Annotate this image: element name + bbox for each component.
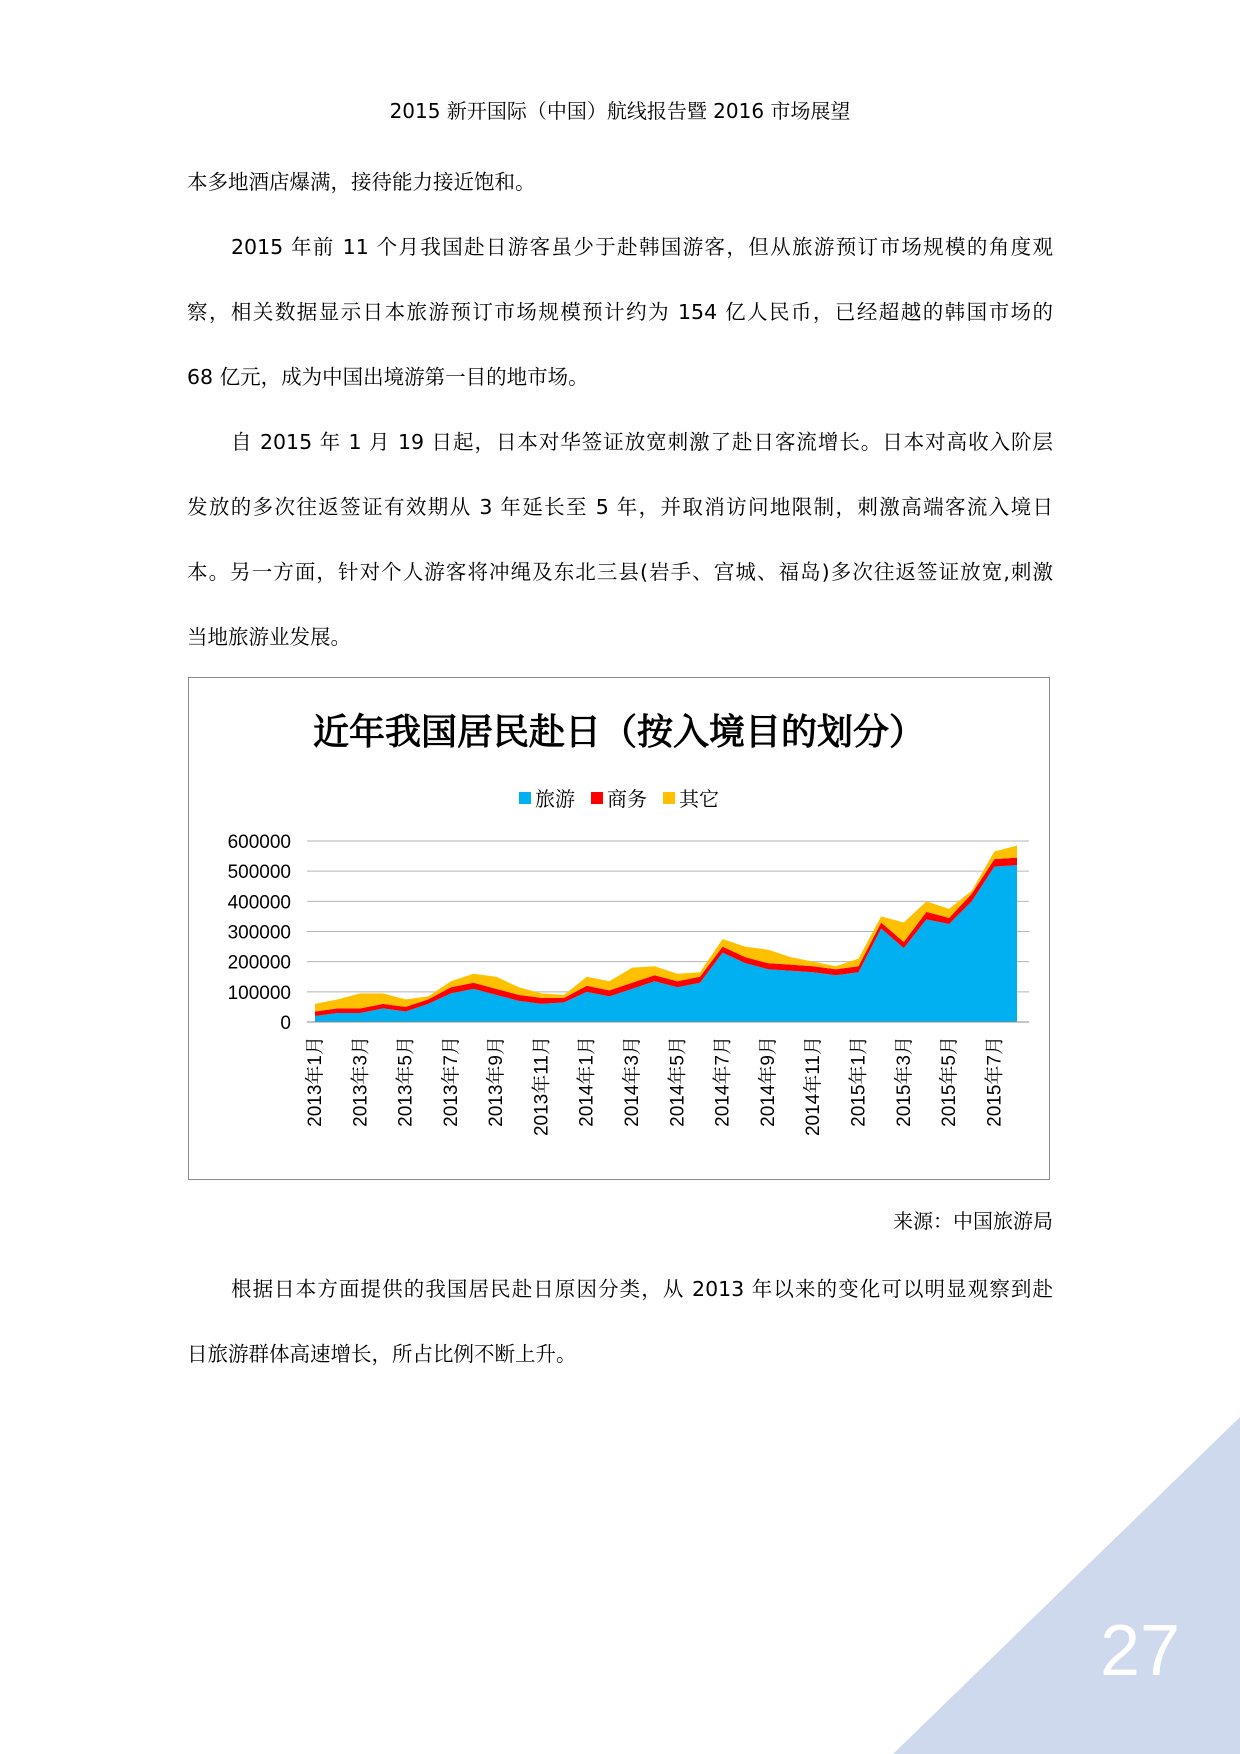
x-tick-label: 2013年11月 — [531, 1036, 553, 1136]
x-tick-label: 2015年1月 — [848, 1036, 870, 1127]
paragraph-line: 本多地酒店爆满，接待能力接近饱和。 — [187, 170, 536, 194]
source-note: 来源：中国旅游局 — [893, 1209, 1053, 1233]
paragraph-line: 发放的多次往返签证有效期从 3 年延长至 5 年，并取消访问地限制，刺激高端客流入境日 — [187, 495, 1053, 519]
chart-title: 近年我国居民赴日（按入境目的划分） — [312, 712, 925, 753]
y-tick-label: 100000 — [227, 982, 291, 1004]
x-tick-label: 2013年7月 — [440, 1036, 462, 1127]
chart-container — [188, 677, 1050, 1180]
x-tick-label: 2015年7月 — [984, 1036, 1006, 1127]
paragraph-line: 当地旅游业发展。 — [187, 625, 351, 649]
paragraph-4 — [187, 1257, 1053, 1387]
page-number: 27 — [1100, 1611, 1181, 1691]
x-tick-label: 2014年7月 — [712, 1036, 734, 1127]
y-tick-label: 400000 — [227, 892, 291, 914]
y-tick-label: 300000 — [227, 922, 291, 944]
y-tick-label: 600000 — [227, 832, 291, 853]
page-header: 2015 新开国际（中国）航线报告暨 2016 市场展望 — [389, 99, 851, 123]
x-tick-label: 2013年9月 — [486, 1036, 508, 1127]
y-tick-label: 200000 — [227, 952, 291, 974]
paragraph-line: 根据日本方面提供的我国居民赴日原因分类，从 2013 年以来的变化可以明显观察到赴 — [231, 1277, 1053, 1301]
chart-plot — [189, 678, 1049, 1178]
y-tick-label: 500000 — [227, 862, 291, 884]
x-tick-label: 2013年3月 — [350, 1036, 372, 1127]
legend-label: 其它 — [679, 787, 719, 811]
x-tick-label: 2014年3月 — [622, 1036, 644, 1127]
x-tick-label: 2013年5月 — [395, 1036, 417, 1127]
legend-label: 旅游 — [535, 787, 575, 811]
x-tick-label: 2014年11月 — [803, 1036, 825, 1136]
y-tick-label: 0 — [280, 1013, 291, 1034]
x-tick-label: 2013年1月 — [305, 1036, 326, 1127]
x-tick-label: 2014年9月 — [757, 1036, 779, 1127]
paragraph-line: 日旅游群体高速增长，所占比例不断上升。 — [187, 1342, 577, 1366]
paragraph-line: 察，相关数据显示日本旅游预订市场规模预计约为 154 亿人民币，已经超越的韩国市场的 — [187, 300, 1053, 324]
paragraph-1 — [187, 150, 1053, 215]
x-tick-label: 2015年3月 — [893, 1036, 915, 1127]
x-tick-label: 2014年5月 — [667, 1036, 689, 1127]
paragraph-line: 本。另一方面，针对个人游客将冲绳及东北三县(岩手、宫城、福岛)多次往返签证放宽,刺激 — [187, 560, 1053, 584]
paragraph-2 — [187, 215, 1053, 410]
paragraph-line: 68 亿元，成为中国出境游第一目的地市场。 — [187, 365, 589, 389]
x-tick-label: 2015年5月 — [939, 1036, 961, 1127]
paragraph-line: 2015 年前 11 个月我国赴日游客虽少于赴韩国游客，但从旅游预订市场规模的角度观 — [231, 235, 1053, 259]
x-tick-label: 2014年1月 — [576, 1036, 598, 1127]
paragraph-3 — [187, 410, 1053, 670]
paragraph-line: 自 2015 年 1 月 19 日起，日本对华签证放宽刺激了赴日客流增长。日本对高收入阶层 — [231, 430, 1053, 454]
corner-triangle — [893, 1417, 1240, 1754]
legend-label: 商务 — [607, 787, 647, 811]
